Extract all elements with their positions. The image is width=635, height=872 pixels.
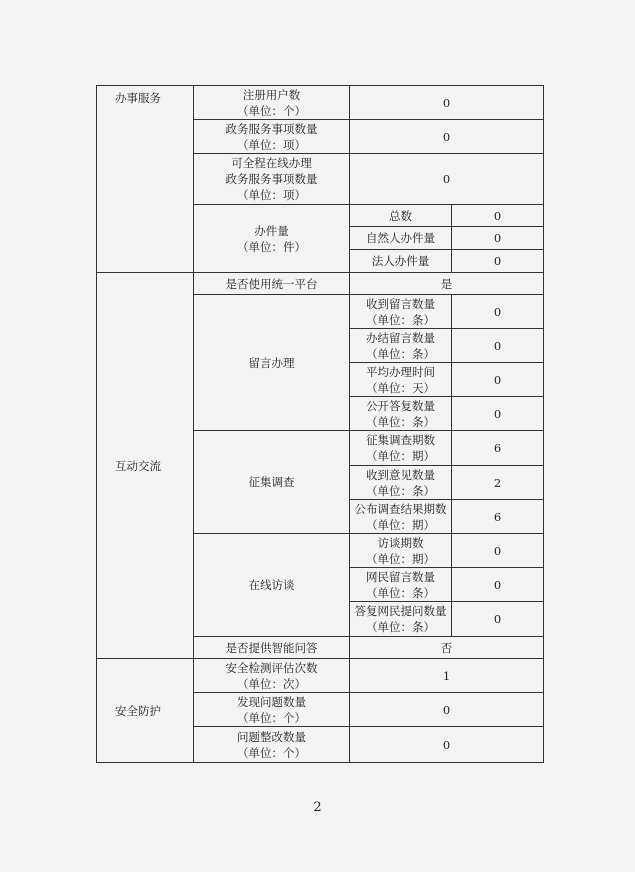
cases-label: 办件量 （单位：件）	[194, 205, 350, 273]
section-title-security: 安全防护	[97, 659, 194, 763]
section-title-office: 办事服务	[97, 86, 194, 273]
cases-natural-value: 0	[452, 227, 544, 250]
survey-label: 征集调查	[194, 431, 350, 534]
interview-periods-label: 访谈期数 （单位：期）	[350, 534, 452, 568]
messages-avg-time-value: 0	[452, 363, 544, 397]
cases-total-value: 0	[452, 205, 544, 227]
service-items-value: 0	[350, 120, 544, 154]
messages-label: 留言办理	[194, 295, 350, 431]
section-title-interaction: 互动交流	[97, 273, 194, 659]
messages-public-replies-label: 公开答复数量 （单位：条）	[350, 397, 452, 431]
interview-netizen-msgs-value: 0	[452, 568, 544, 602]
interview-netizen-msgs-label: 网民留言数量 （单位：条）	[350, 568, 452, 602]
cases-legal-value: 0	[452, 250, 544, 273]
messages-avg-time-label: 平均办理时间 （单位：天）	[350, 363, 452, 397]
unified-platform-label: 是否使用统一平台	[194, 273, 350, 295]
registered-users-value: 0	[350, 86, 544, 120]
interview-label: 在线访谈	[194, 534, 350, 637]
messages-public-replies-value: 0	[452, 397, 544, 431]
survey-periods-label: 征集调查期数 （单位：期）	[350, 431, 452, 466]
smart-qa-label: 是否提供智能问答	[194, 637, 350, 659]
security-issues-label: 发现问题数量 （单位：个）	[194, 693, 350, 727]
statistics-table	[96, 85, 544, 763]
cases-natural-label: 自然人办件量	[350, 227, 452, 250]
registered-users-label: 注册用户数 （单位：个）	[194, 86, 350, 120]
survey-opinions-label: 收到意见数量 （单位：条）	[350, 466, 452, 500]
messages-resolved-value: 0	[452, 329, 544, 363]
page-number: 2	[313, 800, 322, 815]
security-issues-value: 0	[350, 693, 544, 727]
interview-periods-value: 0	[452, 534, 544, 568]
survey-results-label: 公布调查结果期数 （单位：期）	[350, 500, 452, 534]
service-items-label: 政务服务事项数量 （单位：项）	[194, 120, 350, 154]
security-fixed-value: 0	[350, 727, 544, 763]
security-checks-value: 1	[350, 659, 544, 693]
cases-total-label: 总数	[350, 205, 452, 227]
interview-answered-value: 0	[452, 602, 544, 637]
cases-legal-label: 法人办件量	[350, 250, 452, 273]
security-checks-label: 安全检测评估次数 （单位：次）	[194, 659, 350, 693]
messages-resolved-label: 办结留言数量 （单位：条）	[350, 329, 452, 363]
interview-answered-label: 答复网民提问数量 （单位：条）	[350, 602, 452, 637]
survey-opinions-value: 2	[452, 466, 544, 500]
messages-received-label: 收到留言数量 （单位：条）	[350, 295, 452, 329]
survey-periods-value: 6	[452, 431, 544, 466]
online-items-value: 0	[350, 154, 544, 205]
online-items-label: 可全程在线办理 政务服务事项数量 （单位：项）	[194, 154, 350, 205]
messages-received-value: 0	[452, 295, 544, 329]
unified-platform-value: 是	[350, 273, 544, 295]
survey-results-value: 6	[452, 500, 544, 534]
security-fixed-label: 问题整改数量 （单位：个）	[194, 727, 350, 763]
smart-qa-value: 否	[350, 637, 544, 659]
